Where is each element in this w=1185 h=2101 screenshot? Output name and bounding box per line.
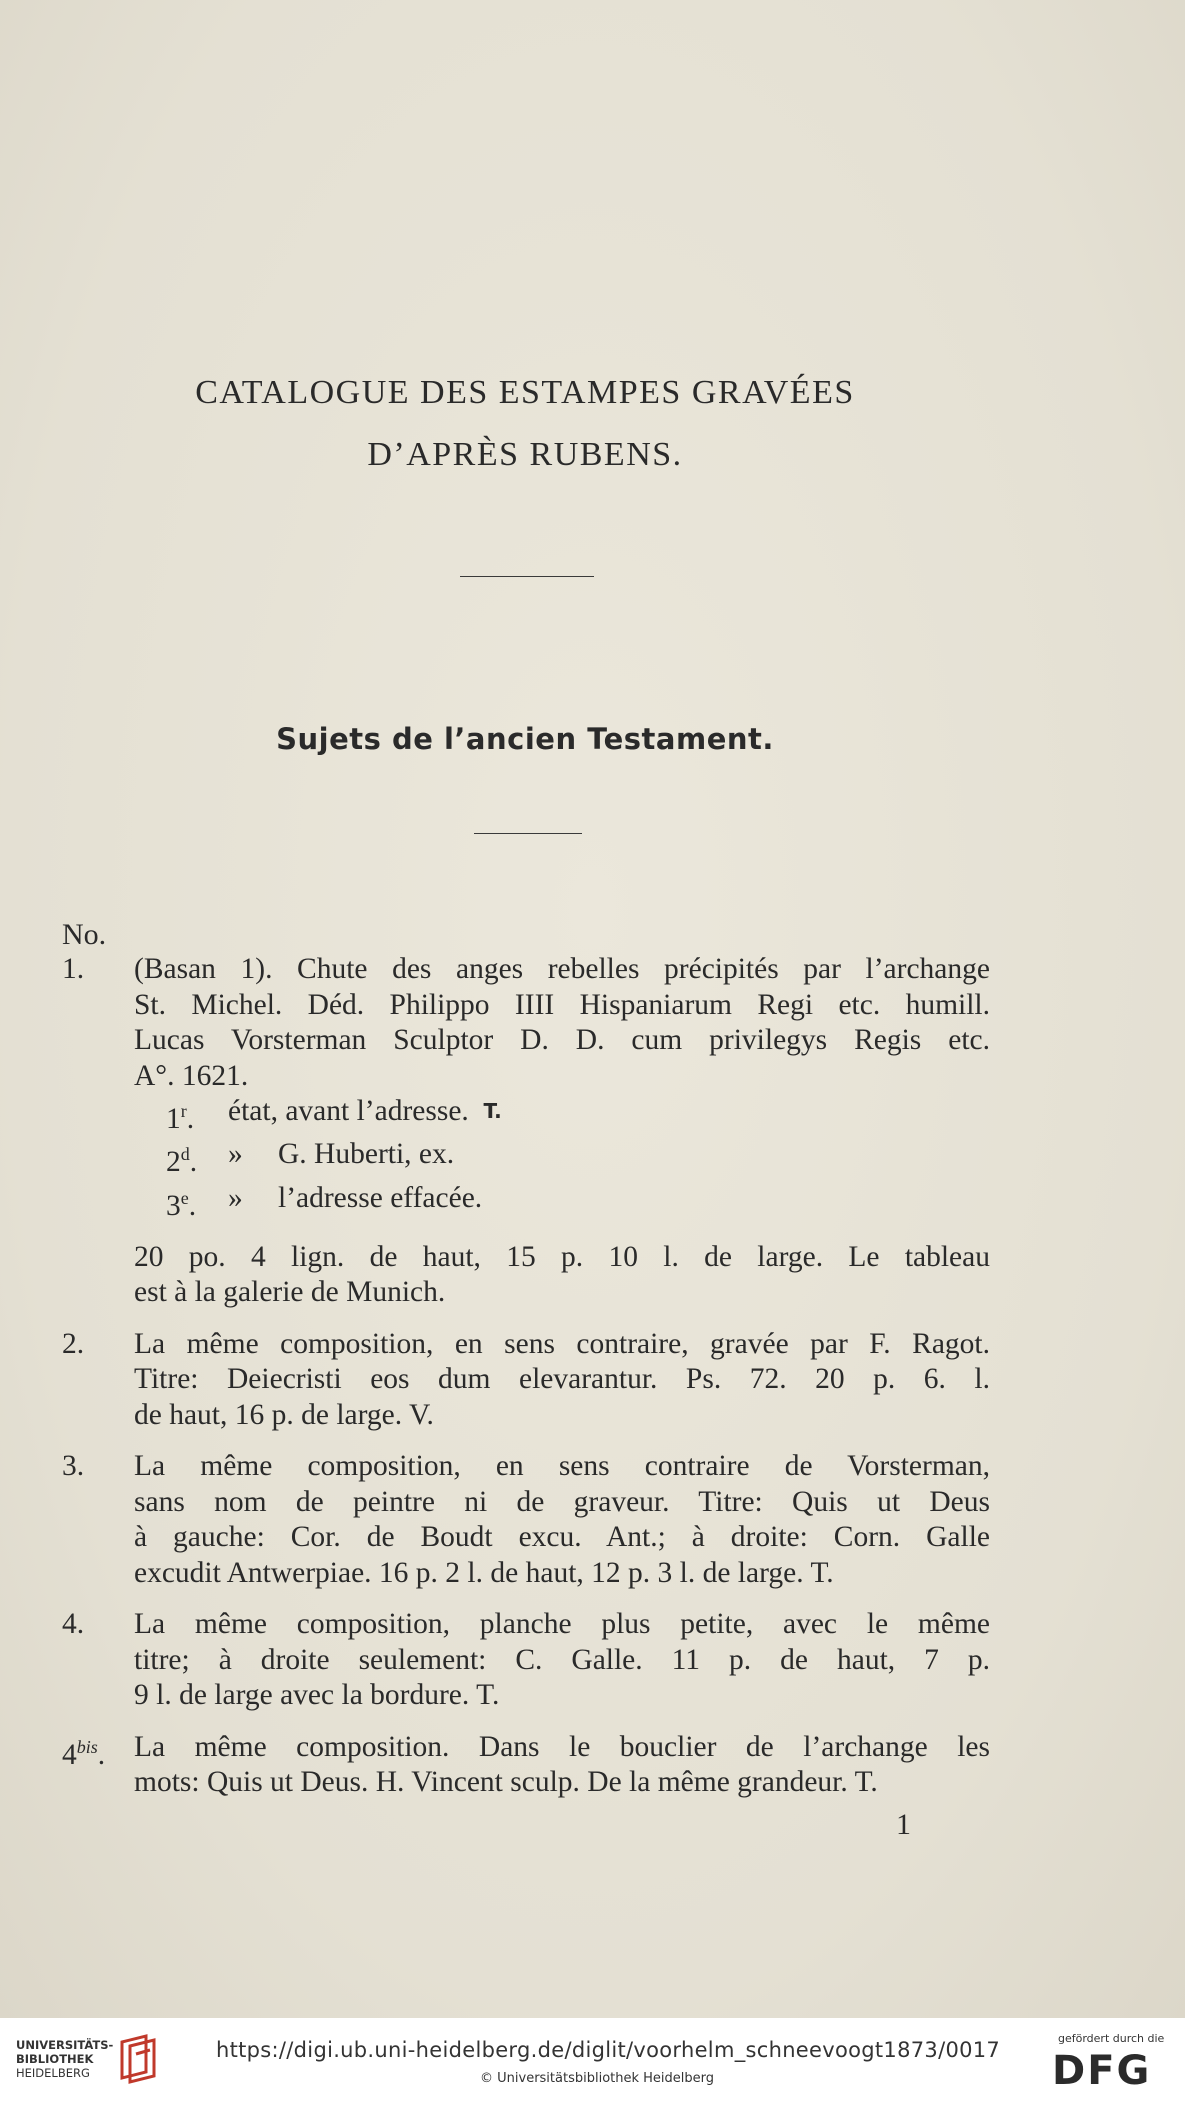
entry-line: Titre: Deiecristi eos dum elevarantur. Ps. 72. 20 p. 6. l. [134,1363,990,1396]
print-state: 1$^r$. état, avant l’adresse. T. [166,1094,990,1137]
library-logo-text[interactable]: UNIVERSITÄTS- BIBLIOTHEK HEIDELBERG [16,2038,114,2080]
badge-T: T. [483,1099,502,1123]
catalogue-entry-2 [62,1327,990,1434]
copyright-notice: © Universitätsbibliothek Heidelberg [480,2071,715,2086]
entry-line: est à la galerie de Munich. [134,1276,446,1309]
state-text: l’adresse effacée. [278,1181,483,1214]
print-state: 2$^d$. » G. Huberti, ex. [166,1137,990,1180]
entry-number: $4^{bis}$. [62,1736,106,1771]
catalogue-entry-3 [62,1449,990,1591]
entry-line: titre; à droite seulement: C. Galle. 11 p. de haut, 7 p. [134,1643,990,1676]
print-states [134,1094,990,1224]
dfg-logo[interactable]: DFG [1052,2048,1152,2094]
entry-line: La même composition, en sens contraire de Vorsterman, [134,1450,990,1483]
entry-line: La même composition, en sens contraire, gravée par F. Ragot. [134,1327,990,1360]
entry-line: mots: Quis ut Deus. H. Vincent sculp. De la même grandeur. T. [134,1766,878,1799]
page-number: 1 [896,1808,911,1841]
entry-line: 20 po. 4 lign. de haut, 15 p. 10 l. de large. Le tableau [134,1240,990,1273]
funder-note: gefördert durch die [1058,2032,1165,2045]
entry-line: excudit Antwerpiae. 16 p. 2 l. de haut, 12 p. 3 l. de large. T. [134,1556,834,1589]
entry-line: A°. 1621. [134,1059,249,1092]
entry-line: St. Michel. Déd. Philippo IIII Hispaniarum Regi etc. humill. [134,988,990,1021]
entry-line: Lucas Vorsterman Sculptor D. D. cum privilegys Regis etc. [134,1024,990,1056]
permalink-url[interactable]: https://digi.ub.uni-heidelberg.de/diglit/voorhelm_schneevoogt1873/0017 [216,2038,1001,2062]
catalogue-entries [62,952,990,1817]
section-heading: Sujets de l’ancien Testament. [276,722,774,756]
ditto-mark: » [228,1138,243,1171]
entry-line: La même composition, planche plus petite, avec le même [134,1608,990,1641]
catalogue-entry-4bis [62,1730,990,1801]
entry-line: sans nom de peintre ni de graveur. Titre: Quis ut Deus [134,1485,990,1518]
entry-number: 4. [62,1608,85,1641]
entry-number: 3. [62,1450,85,1483]
state-text: état, avant l’adresse. [228,1095,469,1127]
state-text: G. Huberti, ex. [278,1138,455,1171]
entry-line: (Basan 1). Chute des anges rebelles précipités par l’archange [134,953,990,985]
library-logo-icon[interactable] [116,2032,162,2084]
catalogue-title-line2: D’APRÈS RUBENS. [367,436,683,473]
viewer-footer [0,2018,1185,2101]
catalogue-entry-1 [62,952,990,1311]
print-state: 3e. » l’adresse effacée. [166,1181,990,1224]
divider-rule [460,576,594,577]
entry-number: 1. [62,953,85,985]
catalogue-title-line1: CATALOGUE DES ESTAMPES GRAVÉES [195,374,855,411]
entry-line: La même composition. Dans le bouclier de l’archange les [134,1730,990,1763]
entry-line: 9 l. de large avec la bordure. T. [134,1679,500,1712]
divider-rule [474,833,582,834]
entry-number: 2. [62,1327,85,1360]
entry-line: à gauche: Cor. de Boudt excu. Ant.; à droite: Corn. Galle [134,1521,990,1554]
entry-line: de haut, 16 p. de large. V. [134,1398,434,1431]
number-column-label: No. [62,918,107,951]
ditto-mark: » [228,1181,243,1214]
catalogue-entry-4 [62,1607,990,1714]
